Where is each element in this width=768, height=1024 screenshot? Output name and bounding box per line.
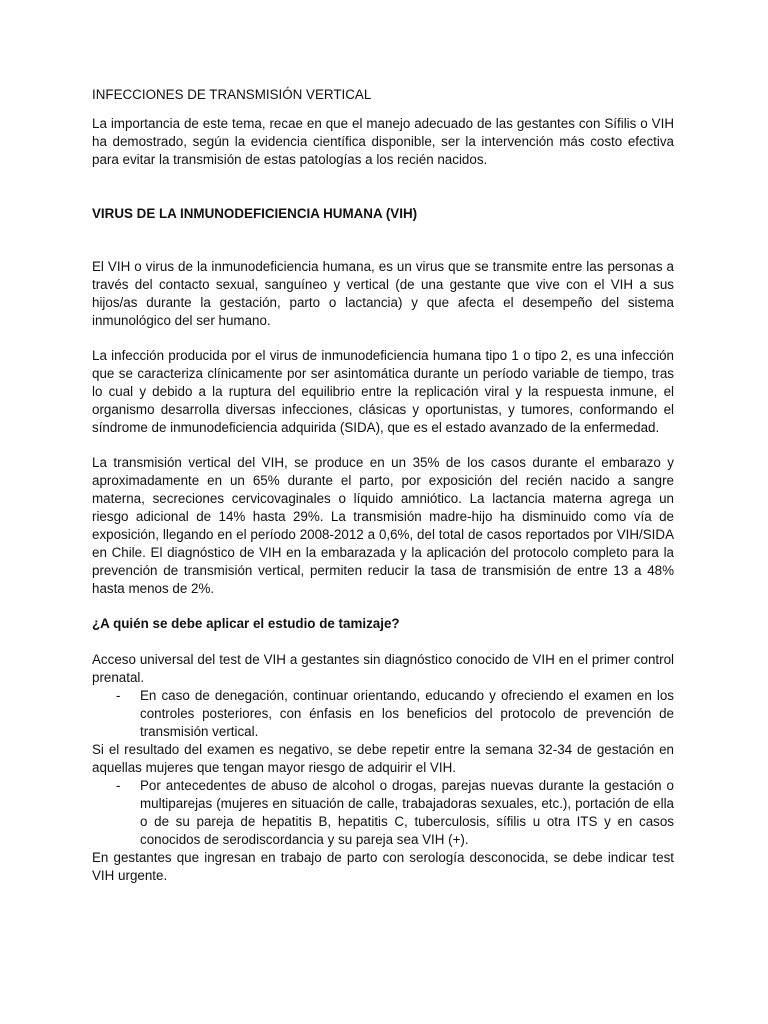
bullet-item-antecedentes (92, 777, 674, 849)
bullet-dash: - (116, 688, 121, 703)
tamizaje-paragraph-1: Acceso universal del test de VIH a gestantes sin diagnóstico conocido de VIH en el primer control prenatal. (92, 652, 674, 685)
document-title: INFECCIONES DE TRANSMISIÓN VERTICAL (92, 87, 372, 102)
bullet-text: En caso de denegación, continuar orientando, educando y ofreciendo el examen en los controles posteriores, con énfasis en los beneficios del protocolo de prevención de transmisión vertical. (140, 688, 674, 739)
intro-paragraph: La importancia de este tema, recae en que el manejo adecuado de las gestantes con Sífilis o VIH ha demostrado, según la evidencia científica disponible, ser la intervención más costo efectiva para evitar la transmisión de estas patologías a los recién nacidos. (92, 116, 674, 167)
tamizaje-paragraph-2: Si el resultado del examen es negativo, se debe repetir entre la semana 32-34 de gestación en aquellas mujeres que tengan mayor riesgo de adquirir el VIH. (92, 742, 674, 775)
bullet-item-denegacion (92, 687, 674, 741)
tamizaje-paragraph-3: En gestantes que ingresan en trabajo de parto con serología desconocida, se debe indicar test VIH urgente. (92, 850, 674, 883)
section-heading-tamizaje: ¿A quién se debe aplicar el estudio de tamizaje? (92, 616, 400, 631)
section-heading-vih: VIRUS DE LA INMUNODEFICIENCIA HUMANA (VIH) (92, 206, 418, 221)
bullet-dash: - (116, 778, 121, 793)
bullet-text: Por antecedentes de abuso de alcohol o drogas, parejas nuevas durante la gestación o multiparejas (mujeres en situación de calle, trabajadoras sexuales, etc.), portación de ella o de su pareja de hepatitis B, hepatitis C, tuberculosis, sífilis u otra ITS y en casos conocidos de serodiscordancia y su pareja sea VIH (+). (140, 778, 674, 847)
vih-paragraph-3: La transmisión vertical del VIH, se produce en un 35% de los casos durante el embarazo y aproximadamente en un 65% durante el parto, por exposición del recién nacido a sangre materna, secreciones cervicovaginales o líquido amniótico. La lactancia materna agrega un riesgo adicional de 14% hasta 29%. La transmisión madre-hijo ha disminuido como vía de exposición, llegando en el período 2008-2012 a 0,6%, del total de casos reportados por VIH/SIDA en Chile. El diagnóstico de VIH en la embarazada y la aplicación del protocolo completo para la prevención de transmisión vertical, permiten reducir la tasa de transmisión de entre 13 a 48% hasta menos de 2%. (92, 455, 674, 596)
document-page (92, 86, 674, 885)
vih-paragraph-2: La infección producida por el virus de inmunodeficiencia humana tipo 1 o tipo 2, es una infección que se caracteriza clínicamente por ser asintomática durante un período variable de tiempo, tras lo cual y debido a la ruptura del equilibrio entre la replicación viral y la respuesta inmune, el organismo desarrolla diversas infecciones, clásicas y oportunistas, y tumores, conformando el síndrome de inmunodeficiencia adquirida (SIDA), que es el estado avanzado de la enfermedad. (92, 348, 674, 435)
vih-paragraph-1: El VIH o virus de la inmunodeficiencia humana, es un virus que se transmite entre las personas a través del contacto sexual, sanguíneo y vertical (de una gestante que vive con el VIH a sus hijos/as durante la gestación, parto o lactancia) y que afecta el desempeño del sistema inmunológico del ser humano. (92, 259, 674, 328)
